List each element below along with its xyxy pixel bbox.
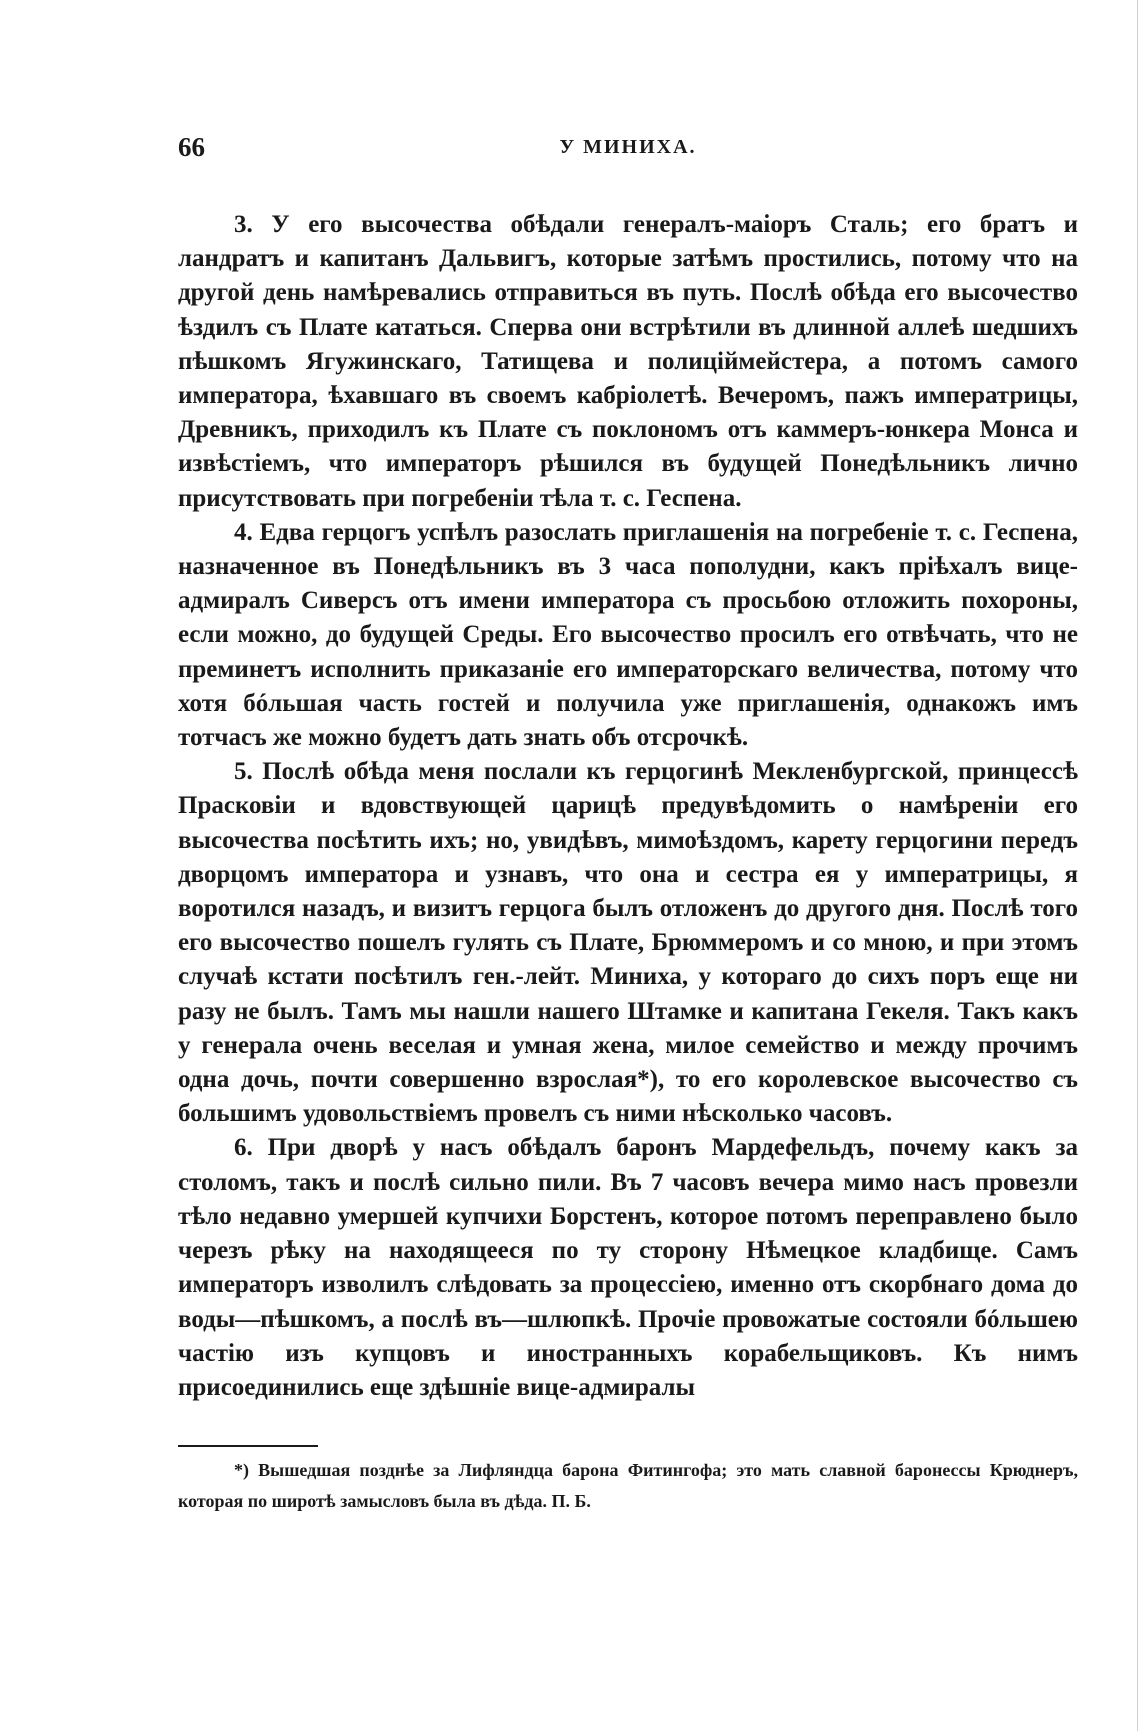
paragraph-4: 4. Едва герцогъ успѣлъ разослать приглашенія на погребеніе т. с. Геспена, назначенное въ Понедѣльникъ въ 3 часа пополудни, какъ пріѣхалъ вице-адмиралъ Сиверсъ отъ имени императора съ просьбою отложить похороны, если можно, до будущей Среды. Его высочество просилъ его отвѣчать, что не преминетъ исполнить приказаніе его императорскаго величества, потому что хотя бóльшая часть гостей и получила уже приглашенія, однакожъ имъ тотчасъ же можно будетъ дать знать объ отсрочкѣ. [178, 518, 1078, 752]
body-text [178, 208, 1078, 1405]
footnote-rule [178, 1445, 318, 1447]
paragraph-6: 6. При дворѣ у насъ обѣдалъ баронъ Мардефельдъ, почему какъ за столомъ, такъ и послѣ сильно пили. Въ 7 часовъ вечера мимо насъ провезли тѣло недавно умершей купчихи Борстенъ, которое потомъ переправлено было черезъ рѣку на находящееся по ту сторону Нѣмецкое кладбище. Самъ императоръ изволилъ слѣдовать за процессіею, именно отъ скорбнаго дома до воды—пѣшкомъ, а послѣ въ—шлюпкѣ. Прочіе провожатые состояли бóльшею частію изъ купцовъ и иностранныхъ корабельщиковъ. Къ нимъ присоединились еще здѣшніе вице-адмиралы [178, 1134, 1078, 1401]
footnote: *) Вышедшая позднѣе за Лифляндца барона Фитингофа; это мать славной баронессы Крюднеръ, которая по широтѣ замысловъ была въ дѣда. П. Б. [178, 1460, 1078, 1512]
running-head [178, 132, 1078, 172]
paragraph-5: 5. Послѣ обѣда меня послали къ герцогинѣ Мекленбургской, принцессѣ Прасковіи и вдовствующей царицѣ предувѣдомить о намѣреніи его высочества посѣтить ихъ; но, увидѣвъ, мимоѣздомъ, карету герцогини передъ дворцомъ императора и узнавъ, что она и сестра ея у императрицы, я воротился назадъ, и визитъ герцога былъ отложенъ до другого дня. Послѣ того его высочество пошелъ гулять съ Плате, Брюммеромъ и со мною, и при этомъ случаѣ кстати посѣтилъ ген.-лейт. Миниха, у котораго до сихъ поръ еще ни разу не былъ. Тамъ мы нашли нашего Штамке и капитана Гекеля. Такъ какъ у генерала очень веселая и умная жена, милое семейство и между прочимъ одна дочь, почти совершенно взрослая*), то его королевское высочество съ большимъ удовольствіемъ провелъ съ ними нѣсколько часовъ. [178, 758, 1078, 1128]
page-content [178, 132, 1078, 1517]
page-edge-line [1137, 0, 1138, 1731]
running-title: У МИНИХА. [559, 136, 697, 158]
paragraph-3: 3. У его высочества обѣдали генералъ-маіоръ Сталь; его братъ и ландратъ и капитанъ Дальвигъ, которые затѣмъ простились, потому что на другой день намѣревались отправиться въ путь. Послѣ обѣда его высочество ѣздилъ съ Плате кататься. Сперва они встрѣтили въ длинной аллеѣ шедшихъ пѣшкомъ Ягужинскаго, Татищева и полицiймейстера, а потомъ самого императора, ѣхавшаго въ своемъ кабріолетѣ. Вечеромъ, пажъ императрицы, Древникъ, приходилъ къ Плате съ поклономъ отъ каммеръ-юнкера Монса и извѣстіемъ, что императоръ рѣшился въ будущей Понедѣльникъ лично присутствовать при погребеніи тѣла т. с. Геспена. [178, 211, 1078, 512]
page-number: 66 [178, 132, 205, 162]
